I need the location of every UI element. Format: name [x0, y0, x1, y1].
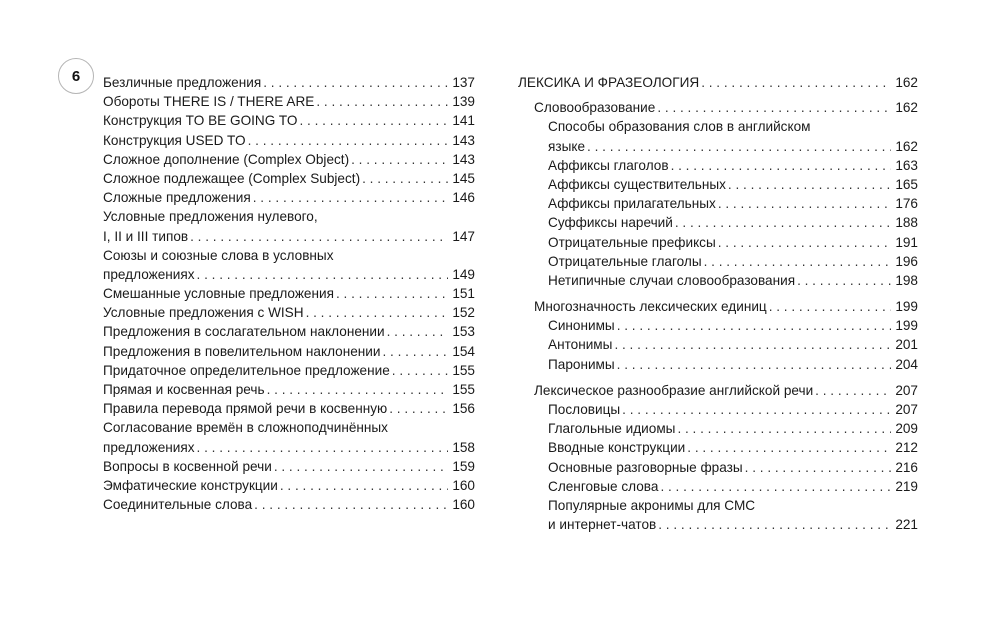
dot-leader — [718, 194, 891, 213]
toc-entry[interactable] — [518, 175, 918, 194]
toc-entry[interactable] — [518, 117, 918, 155]
dot-leader — [797, 271, 891, 290]
toc-entry-page: 137 — [452, 75, 475, 90]
dot-leader — [274, 457, 448, 476]
toc-entry-page: 160 — [452, 477, 475, 493]
dot-leader — [660, 477, 891, 496]
dot-leader — [190, 227, 448, 246]
dot-leader — [745, 458, 891, 477]
toc-entry-title: Безличные предложения — [103, 75, 262, 90]
toc-entry[interactable] — [518, 496, 918, 534]
toc-entry[interactable] — [103, 111, 475, 130]
toc-entry-page: 198 — [895, 272, 918, 288]
toc-entry-page: 155 — [452, 382, 475, 397]
toc-entry-title: Вводные конструкции — [548, 440, 686, 456]
page-number-badge: 6 — [58, 58, 94, 94]
toc-entry-title: Придаточное определительное предложение — [103, 362, 390, 378]
toc-entry[interactable] — [103, 322, 475, 341]
dot-leader — [253, 188, 448, 207]
toc-entry-title: Сложное дополнение (Complex Object) — [103, 151, 350, 167]
dot-leader — [614, 335, 891, 354]
toc-entry-title: предложениях — [103, 439, 195, 455]
dot-leader — [657, 98, 891, 117]
dot-leader — [701, 73, 891, 92]
toc-entry-page: 163 — [895, 157, 918, 173]
toc-entry[interactable] — [103, 342, 475, 361]
toc-entry-page: 176 — [895, 196, 918, 212]
toc-entry[interactable] — [103, 284, 475, 303]
dot-leader — [671, 156, 891, 175]
toc-entry[interactable] — [103, 150, 475, 169]
toc-entry-page: 221 — [895, 517, 918, 533]
toc-entry-title: Аффиксы существительных — [548, 176, 726, 192]
toc-entry-title: Словообразование — [534, 100, 656, 116]
toc-entry-page: 162 — [895, 100, 918, 116]
toc-entry-title: Предложения в повелительном наклонении — [103, 343, 381, 359]
toc-entry-page: 152 — [452, 305, 475, 321]
toc-entry-page: 143 — [452, 132, 475, 148]
toc-entry-title: Смешанные условные предложения — [103, 286, 334, 302]
toc-entry[interactable] — [103, 207, 475, 245]
dot-leader — [389, 399, 448, 418]
toc-entry-title: Антонимы — [548, 337, 613, 353]
toc-entry-page: 188 — [895, 215, 918, 231]
dot-leader — [336, 284, 448, 303]
toc-entry[interactable] — [103, 418, 475, 456]
toc-subsection[interactable] — [518, 381, 918, 400]
toc-entry-title: Аффиксы прилагательных — [548, 196, 716, 212]
toc-entry-title: Сленговые слова — [548, 478, 659, 494]
toc-entry[interactable] — [518, 156, 918, 175]
toc-entry[interactable] — [103, 361, 475, 380]
toc-entry-title: Конструкция TO BE GOING TO — [103, 113, 298, 129]
dot-leader — [383, 342, 449, 361]
toc-entry[interactable] — [518, 438, 918, 457]
toc-entry-title: Правила перевода прямой речи в косвенную — [103, 401, 388, 417]
dot-leader — [306, 303, 448, 322]
toc-subsection[interactable] — [518, 98, 918, 117]
toc-section-heading[interactable] — [518, 73, 918, 92]
toc-entry-page: 207 — [895, 382, 918, 398]
toc-entry-page: 145 — [452, 170, 475, 186]
toc-entry-title: и интернет-чатов — [548, 517, 657, 533]
toc-entry-title: Синонимы — [548, 318, 615, 334]
toc-entry[interactable] — [518, 458, 918, 477]
dot-leader — [254, 495, 448, 514]
toc-entry-page: 146 — [452, 190, 475, 206]
toc-entry[interactable] — [103, 92, 475, 111]
toc-entry-page: 158 — [452, 439, 475, 455]
toc-entry-page: 209 — [895, 421, 918, 437]
toc-entry-page: 199 — [895, 318, 918, 334]
toc-entry-title-line1: Согласование времён в сложноподчинённых — [103, 420, 388, 436]
toc-entry-title: Основные разговорные фразы — [548, 459, 743, 475]
toc-entry-title: Прямая и косвенная речь — [103, 382, 265, 397]
dot-leader — [675, 213, 891, 232]
toc-entry-page: 153 — [452, 324, 475, 340]
dot-leader — [617, 355, 891, 374]
toc-entry-title-line1: Способы образования слов в английском — [548, 119, 811, 135]
toc-entry-page: 196 — [895, 253, 918, 269]
toc-entry-title: Вопросы в косвенной речи — [103, 458, 272, 474]
toc-entry[interactable] — [103, 399, 475, 418]
dot-leader — [299, 111, 448, 130]
toc-entry-title: Обороты THERE IS / THERE ARE — [103, 94, 315, 110]
toc-entry[interactable] — [518, 335, 918, 354]
toc-entry-title: предложениях — [103, 266, 195, 282]
toc-entry-page: 162 — [895, 138, 918, 154]
toc-entry-page: 219 — [895, 478, 918, 494]
toc-entry-title: Пословицы — [548, 402, 621, 417]
dot-leader — [267, 380, 448, 399]
toc-entry-page: 139 — [452, 94, 475, 110]
toc-entry-title: Суффиксы наречий — [548, 215, 673, 231]
toc-entry-page: 155 — [452, 362, 475, 378]
dot-leader — [280, 476, 448, 495]
toc-left-column — [103, 73, 475, 514]
toc-entry-title: языке — [548, 138, 586, 154]
toc-entry-title: Отрицательные префиксы — [548, 234, 716, 250]
toc-entry[interactable] — [103, 495, 475, 514]
toc-entry-title: Лексическое разнообразие английской речи — [534, 382, 814, 398]
toc-entry[interactable] — [103, 188, 475, 207]
toc-entry[interactable] — [518, 316, 918, 335]
toc-entry-page: 141 — [452, 113, 475, 129]
toc-entry-title: Глагольные идиомы — [548, 421, 676, 437]
toc-entry-page: 159 — [452, 458, 475, 474]
toc-entry-title: Сложное подлежащее (Complex Subject) — [103, 170, 361, 186]
toc-entry-title: Отрицательные глаголы — [548, 253, 702, 269]
toc-entry-title-line1: Условные предложения нулевого, — [103, 209, 318, 225]
toc-entry-title: ЛЕКСИКА И ФРАЗЕОЛОГИЯ — [518, 75, 700, 90]
toc-entry-page: 160 — [452, 497, 475, 513]
toc-entry[interactable] — [103, 457, 475, 476]
toc-entry-title: I, II и III типов — [103, 228, 189, 244]
dot-leader — [687, 438, 891, 457]
toc-entry[interactable] — [103, 303, 475, 322]
dot-leader — [387, 322, 448, 341]
dot-leader — [728, 175, 891, 194]
toc-entry[interactable] — [518, 233, 918, 252]
toc-entry-page: 154 — [452, 343, 475, 359]
toc-entry-page: 199 — [895, 299, 918, 315]
toc-entry[interactable] — [103, 246, 475, 284]
toc-entry[interactable] — [518, 252, 918, 271]
toc-entry-title: Аффиксы глаголов — [548, 157, 669, 173]
toc-entry[interactable] — [518, 419, 918, 438]
toc-entry-page: 147 — [452, 228, 475, 244]
toc-entry-page: 212 — [895, 440, 918, 456]
dot-leader — [718, 233, 891, 252]
toc-entry-title: Эмфатические конструкции — [103, 477, 278, 493]
dot-leader — [617, 316, 891, 335]
dot-leader — [704, 252, 891, 271]
dot-leader — [248, 131, 448, 150]
toc-entry-title: Паронимы — [548, 356, 615, 372]
toc-subsection[interactable] — [518, 297, 918, 316]
toc-entry-title: Предложения в сослагательном наклонении — [103, 324, 385, 340]
toc-entry[interactable] — [103, 380, 475, 399]
toc-entry-page: 149 — [452, 266, 475, 282]
dot-leader — [658, 515, 891, 534]
toc-entry[interactable] — [518, 213, 918, 232]
toc-entry-title-line1: Популярные акронимы для СМС — [548, 497, 756, 513]
toc-entry-title: Условные предложения с WISH — [103, 305, 304, 321]
toc-right-column — [518, 73, 918, 534]
dot-leader — [197, 438, 448, 457]
dot-leader — [622, 400, 891, 419]
toc-entry[interactable] — [103, 73, 475, 92]
toc-entry-page: 204 — [895, 356, 918, 372]
dot-leader — [351, 150, 448, 169]
dot-leader — [587, 137, 891, 156]
toc-entry-page: 143 — [452, 151, 475, 167]
toc-entry[interactable] — [103, 131, 475, 150]
toc-entry-title: Сложные предложения — [103, 190, 251, 206]
toc-entry-title-line1: Союзы и союзные слова в условных — [103, 247, 334, 263]
dot-leader — [769, 297, 891, 316]
dot-leader — [392, 361, 448, 380]
toc-entry-page: 191 — [895, 234, 918, 250]
dot-leader — [815, 381, 891, 400]
toc-entry[interactable] — [518, 194, 918, 213]
toc-entry-page: 216 — [895, 459, 918, 475]
toc-entry-page: 201 — [895, 337, 918, 353]
toc-entry-title: Многозначность лексических единиц — [534, 299, 767, 315]
dot-leader — [362, 169, 448, 188]
toc-entry-page: 207 — [895, 402, 918, 417]
toc-entry[interactable] — [518, 477, 918, 496]
toc-entry-page: 151 — [452, 286, 475, 302]
dot-leader — [677, 419, 891, 438]
dot-leader — [316, 92, 448, 111]
dot-leader — [197, 265, 448, 284]
toc-entry-page: 162 — [895, 75, 918, 90]
toc-entry[interactable] — [518, 271, 918, 290]
toc-entry-title: Нетипичные случаи словообразования — [548, 272, 796, 288]
dot-leader — [263, 73, 448, 92]
toc-entry-title: Конструкция USED TO — [103, 132, 246, 148]
toc-entry[interactable] — [518, 355, 918, 374]
toc-entry-page: 165 — [895, 176, 918, 192]
toc-entry[interactable] — [518, 400, 918, 419]
toc-entry[interactable] — [103, 476, 475, 495]
toc-entry-page: 156 — [452, 401, 475, 417]
toc-entry-title: Соединительные слова — [103, 497, 253, 513]
toc-entry[interactable] — [103, 169, 475, 188]
